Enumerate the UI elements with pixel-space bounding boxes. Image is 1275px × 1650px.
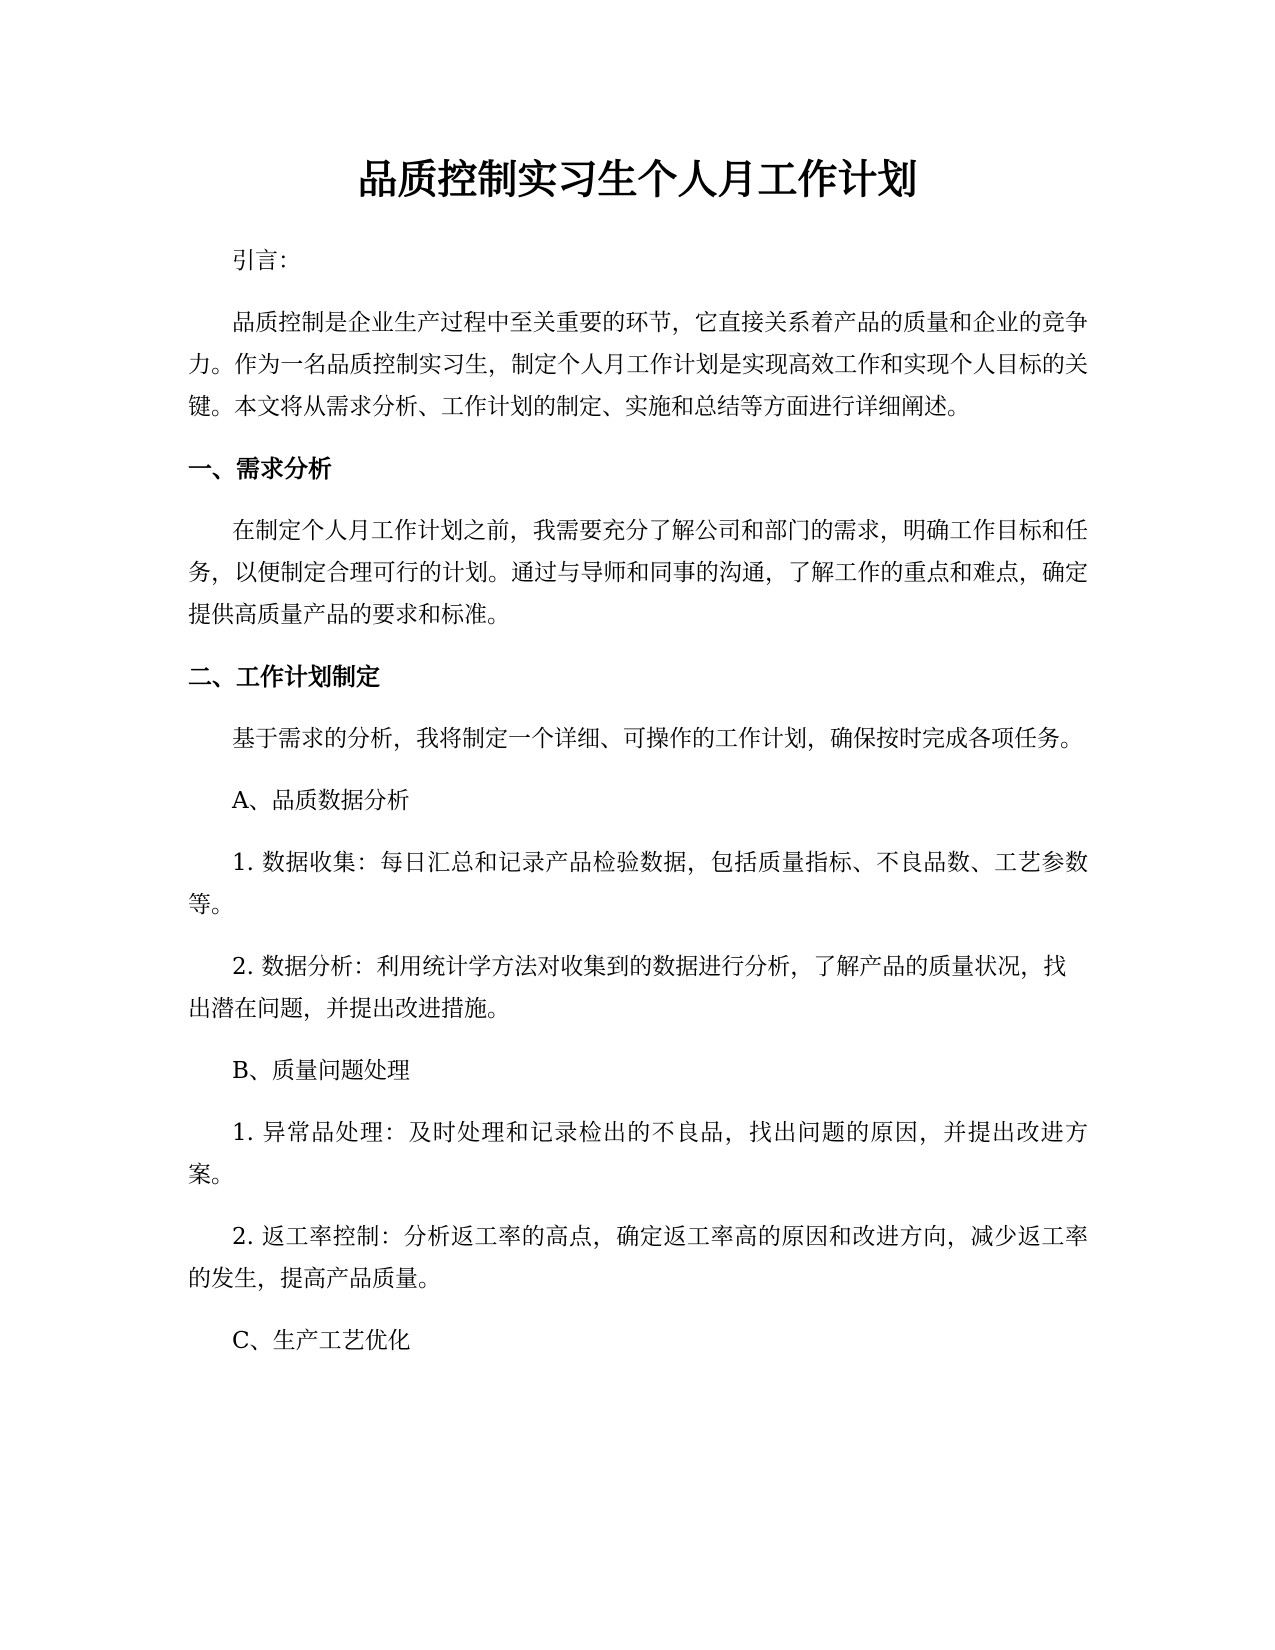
page-title: 品质控制实习生个人月工作计划 (357, 157, 918, 203)
list-item-defect-handling: 1. 异常品处理：及时处理和记录检出的不良品，找出问题的原因，并提出改进方案。 (188, 1120, 1088, 1188)
work-plan-paragraph: 基于需求的分析，我将制定一个详细、可操作的工作计划，确保按时完成各项任务。 (232, 726, 1083, 752)
subsection-label-quality-issues: B、质量问题处理 (232, 1058, 410, 1084)
list-item-data-collection: 1. 数据收集：每日汇总和记录产品检验数据，包括质量指标、不良品数、工艺参数等。 (188, 850, 1088, 918)
document-body (188, 240, 1088, 1382)
needs-analysis-paragraph: 在制定个人月工作计划之前，我需要充分了解公司和部门的需求，明确工作目标和任务，以便制定合理可行的计划。通过与导师和同事的沟通，了解工作的重点和难点，确定提供高质量产品的要求和标准。 (188, 518, 1088, 628)
intro-label: 引言： (232, 248, 301, 274)
intro-paragraph: 品质控制是企业生产过程中至关重要的环节，它直接关系着产品的质量和企业的竞争力。作为一名品质控制实习生，制定个人月工作计划是实现高效工作和实现个人目标的关键。本文将从需求分析、工作计划的制定、实施和总结等方面进行详细阐述。 (188, 310, 1088, 420)
list-item-rework-control: 2. 返工率控制：分析返工率的高点，确定返工率高的原因和改进方向，减少返工率的发生，提高产品质量。 (188, 1224, 1088, 1292)
section-heading-work-plan: 二、工作计划制定 (188, 663, 380, 691)
subsection-label-process-optimization: C、生产工艺优化 (232, 1328, 411, 1354)
section-heading-needs-analysis: 一、需求分析 (188, 455, 332, 483)
subsection-label-quality-data: A、品质数据分析 (232, 788, 410, 814)
list-item-data-analysis: 2. 数据分析：利用统计学方法对收集到的数据进行分析，了解产品的质量状况，找出潜在问题，并提出改进措施。 (188, 954, 1067, 1022)
